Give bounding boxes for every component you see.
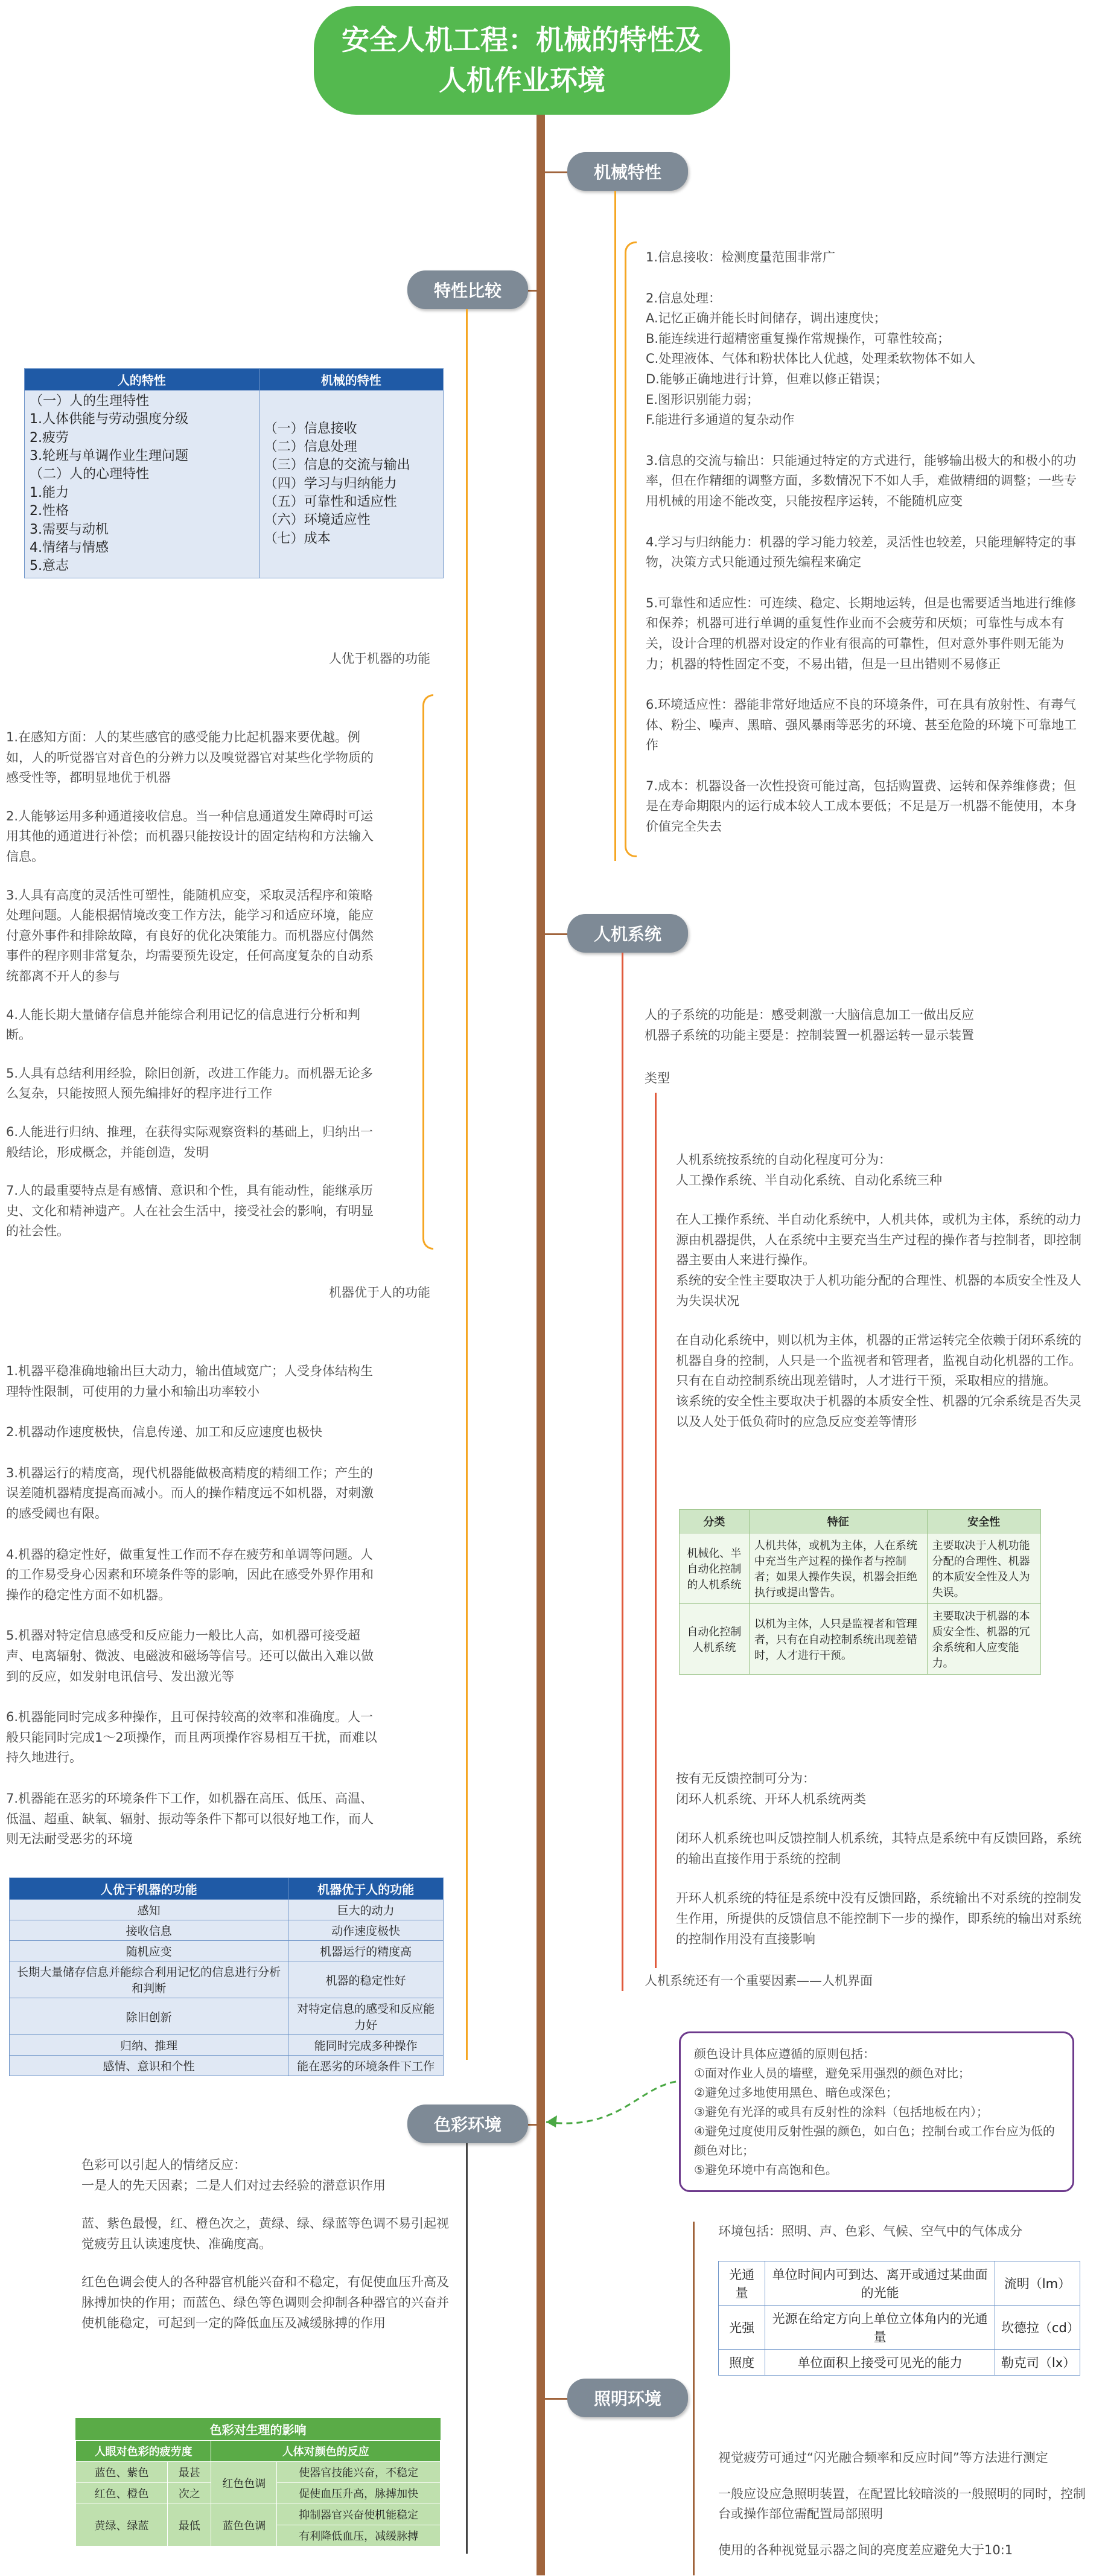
text-paragraph: 2.信息处理： A.记忆正确并能长时间储存，调出速度快； B.能连续进行超精密重复操作常规操作，可靠性较高； C.处理液体、气体和粉状体比人优越，处理柔软物体不如人 D.能够正确地进行计算，但难以修正错误； E.图形识别能力弱； F.能进行多通道的复杂动作 — [646, 290, 976, 427]
text-paragraph: 6.环境适应性：器能非常好地适应不良的环境条件，可在具有放射性、有毒气体、粉尘、噪声、黑暗、强风暴雨等恶劣的环境、甚至危险的环境下可靠地工作 — [646, 697, 1077, 753]
connector — [545, 933, 569, 935]
color-table — [75, 2418, 441, 2546]
compare-left-item: 5.意志 — [30, 558, 69, 574]
machine-better-list — [6, 1361, 380, 1870]
compare-right-item: （三）信息的交流与输出 — [264, 458, 410, 473]
auto-paragraphs — [676, 1150, 1092, 1451]
text-paragraph: 4.学习与归纳能力：机器的学习能力较差，灵活性也较差，只能理解特定的事物，决策方式只能通过预先编程来确定 — [646, 534, 1077, 570]
table-row — [680, 1533, 1041, 1604]
table-cell: 巨大的动力 — [288, 1900, 444, 1920]
text-paragraph: 5.机器对特定信息感受和反应能力一般比人高，如机器可接受超声、电离辐射、微波、电磁波和磁场等信号。还可以做出入难以做到的反应，如发射电讯信号、发出激光等 — [6, 1628, 374, 1684]
compare-right-item: （六）环境适应性 — [264, 513, 371, 528]
class-head: 特征 — [749, 1510, 927, 1533]
compare-right-item: （七）成本 — [264, 531, 331, 546]
compare-left-item: 4.情绪与情感 — [30, 540, 109, 555]
node-jixie[interactable]: 机械特性 — [567, 152, 688, 191]
table-cell: 照度 — [719, 2350, 765, 2376]
table-row — [719, 2350, 1080, 2376]
human-better-list — [6, 727, 380, 1260]
table-cell: 除旧创新 — [10, 1998, 288, 2035]
text-paragraph: 6.人能进行归纳、推理，在获得实际观察资料的基础上，归纳出一般结论，形成概念，并能创造，发明 — [6, 1124, 374, 1160]
text-paragraph: 7.成本：机器设备一次性投资可能过高，包括购置费、运转和保养维修费；但是在寿命期限内的运行成本较人工成本要低；不足是万一机器不能使用，本身价值完全失去 — [646, 778, 1077, 834]
table-row — [719, 2261, 1080, 2306]
text-paragraph: 1.机器平稳准确地输出巨大动力，输出值域宽广；人受身体结构生理特性限制，可使用的力量小和输出功率较小 — [6, 1364, 374, 1399]
table-cell: 长期大量储存信息并能综合利用记忆的信息进行分析和判断 — [10, 1961, 288, 1998]
table-cell: 单位面积上接受可见光的能力 — [765, 2350, 995, 2376]
compare-left-item: （二）人的心理特性 — [30, 467, 150, 482]
color-cell: 最甚 — [168, 2462, 211, 2483]
table-cell: 主要取决于机器的本质安全性、机器的冗余系统和人应变能力。 — [927, 1604, 1040, 1675]
table-cell: 机器的稳定性好 — [288, 1961, 444, 1998]
table-row — [719, 2306, 1080, 2350]
text-paragraph: 4.机器的稳定性好，做重复性工作而不存在疲劳和单调等问题。人的工作易受身心因素和环境条件等的影响，因此在感受外界作用和操作的稳定性方面不如机器。 — [6, 1547, 374, 1602]
node-secai[interactable]: 色彩环境 — [407, 2105, 528, 2143]
page-title: 安全人机工程：机械的特性及人机作业环境 — [314, 6, 730, 115]
table-cell: 对特定信息的感受和反应能力好 — [288, 1998, 444, 2035]
compare-right-item: （一）信息接收 — [264, 421, 357, 436]
table-cell: 坎德拉（cd） — [995, 2306, 1080, 2350]
branch-line — [693, 2222, 695, 2575]
text-paragraph: 使用的各种视觉显示器之间的亮度差应避免大于10:1 — [718, 2542, 1013, 2557]
text-paragraph: 开环人机系统的特征是系统中没有反馈回路，系统输出不对系统的控制发生作用，所提供的反馈信息不能控制下一步的操作，即系统的输出对系统的控制作用没有直接影响 — [676, 1891, 1081, 1946]
text-paragraph: 5.可靠性和适应性：可连续、稳定、长期地运转，但是也需要适当地进行维修和保养；机器可进行单调的重复性作业而不会疲劳和厌烦；可靠性与成本有关，设计合理的机器对设定的作业有很高的可靠性，但对意外事件则无能为力；机器的特性固定不变，不易出错，但是一旦出错则不易修正 — [646, 595, 1077, 671]
table-cell: 单位时间内可到达、离开或通过某曲面的光能 — [765, 2261, 995, 2306]
text-paragraph: 3.人具有高度的灵活性可塑性，能随机应变，采取灵活程序和策略处理问题。人能根据情境改变工作方法，能学习和适应环境，能应付意外事件和排除故障，有良好的优化决策能力。而机器应付偶然事件的程序则非常复杂，均需要预先设定，任何高度复杂的自动系统都离不开人的参与 — [6, 887, 374, 983]
color-table-title: 色彩对生理的影响 — [75, 2418, 441, 2440]
type-label: 类型 — [645, 1071, 670, 1085]
class-head: 安全性 — [927, 1510, 1040, 1533]
color-cell: 抑制器官兴奋使机能稳定 — [277, 2504, 441, 2525]
table-cell: 主要取决于人机功能分配的合理性、机器的本质安全性及人为失误。 — [927, 1533, 1040, 1604]
color-paragraphs — [81, 2155, 456, 2351]
table-row — [10, 1920, 444, 1941]
color-head-fatigue: 人眼对色彩的疲劳度 — [76, 2441, 211, 2462]
table-cell: 机器运行的精度高 — [288, 1941, 444, 1961]
color-head-reaction: 人体对颜色的反应 — [211, 2441, 441, 2462]
color-cell: 使器官技能兴奋，不稳定 — [277, 2462, 441, 2483]
compare-right-item: （四）学习与归纳能力 — [264, 476, 397, 491]
compare-right-item: （二）信息处理 — [264, 439, 357, 455]
color-cell: 促使血压升高，脉搏加快 — [277, 2483, 441, 2504]
table-row — [10, 1998, 444, 2035]
func-head-human: 人优于机器的功能 — [10, 1878, 288, 1900]
node-bijiao[interactable]: 特性比较 — [407, 270, 528, 309]
machine-props-list — [646, 248, 1080, 858]
renji-intro: 人的子系统的功能是：感受刺激一大脑信息加工一做出反应 机器子系统的功能主要是：控制装置一机器运转一显示装置 — [645, 1008, 974, 1043]
color-cell: 红色色调 — [211, 2462, 277, 2504]
table-row — [10, 1900, 444, 1920]
connector — [545, 171, 569, 173]
text-paragraph: 按有无反馈控制可分为： 闭环人机系统、开环人机系统两类 — [676, 1771, 866, 1806]
table-row — [10, 2056, 444, 2076]
feedback-paragraphs — [676, 1769, 1092, 1969]
table-cell: 能在恶劣的环境条件下工作 — [288, 2056, 444, 2076]
table-cell: 人机共体，或机为主体，人在系统中充当生产过程的操作者与控制者；如果人操作失误，机器会拒绝执行或提出警告。 — [749, 1533, 927, 1604]
bracket — [625, 241, 637, 857]
color-cell: 有利降低血压，减缓脉搏 — [277, 2525, 441, 2546]
text-paragraph: 蓝、紫色最慢，红、橙色次之，黄绿、绿、绿蓝等色调不易引起视觉疲劳且认读速度快、准确度高。 — [81, 2216, 449, 2251]
interface-line: 人机系统还有一个重要因素——人机界面 — [645, 1974, 873, 1988]
text-paragraph: 色彩可以引起人的情绪反应： 一是人的先天因素；二是人们对过去经验的潜意识作用 — [81, 2158, 386, 2193]
dashed-arrow — [528, 2077, 685, 2149]
text-paragraph: 2.人能够运用多种通道接收信息。当一种信息通道发生障碍时可运用其他的通道进行补偿；而机器只能按设计的固定结构和方法输入信息。 — [6, 808, 374, 864]
connector — [545, 2398, 569, 2400]
compare-head-human: 人的特性 — [25, 369, 260, 391]
text-paragraph: 一般应设应急照明装置，在配置比较暗淡的一般照明的同时，控制台或操作部位需配置局部照明 — [718, 2486, 1086, 2522]
compare-right-item: （五）可靠性和适应性 — [264, 494, 397, 510]
table-row — [680, 1604, 1041, 1675]
compare-table — [24, 368, 444, 578]
table-cell: 感情、意识和个性 — [10, 2056, 288, 2076]
table-cell: 自动化控制人机系统 — [680, 1604, 750, 1675]
compare-left-item: 3.需要与动机 — [30, 522, 109, 537]
branch-line — [466, 309, 468, 2060]
text-paragraph: 4.人能长期大量储存信息并能综合利用记忆的信息进行分析和判断。 — [6, 1007, 361, 1043]
bracket — [422, 694, 433, 1250]
table-row — [10, 1961, 444, 1998]
color-principles-box: 颜色设计具体应遵循的原则包括： ①面对作业人员的墙壁，避免采用强烈的颜色对比； ②避免过多地使用黑色、暗色或深色； ③避免有光泽的或具有反射性的涂料（包括地板在内）； ④避免过度使用反射性强的颜色，如白色；控制台或工作台应为低的颜色对比； ⑤避免环境中有高饱和色。 — [679, 2031, 1074, 2192]
color-cell: 蓝色、紫色 — [76, 2462, 168, 2483]
text-paragraph: 1.在感知方面：人的某些感官的感受能力比起机器来要优越。例如，人的听觉器官对音色的分辨力以及嗅觉器官对某些化学物质的感受性等，都明显地优于机器 — [6, 730, 374, 785]
text-paragraph: 7.人的最重要特点是有感情、意识和个性，具有能动性，能继承历史、文化和精神遗产。人在社会生活中，接受社会的影响，有明显的社会性。 — [6, 1183, 374, 1239]
text-paragraph: 闭环人机系统也叫反馈控制人机系统，其特点是系统中有反馈回路，系统的输出直接作用于系统的控制 — [676, 1831, 1081, 1866]
human-better-label: 人优于机器的功能 — [329, 651, 430, 666]
branch-line — [655, 1093, 657, 1968]
text-paragraph: 3.机器运行的精度高，现代机器能做极高精度的精细工作；产生的误差随机器精度提高而减小。而人的操作精度远不如机器，对刺激的感受阈也有限。 — [6, 1465, 374, 1521]
table-cell: 机械化、半自动化控制的人机系统 — [680, 1533, 750, 1604]
table-cell: 光通量 — [719, 2261, 765, 2306]
class-head: 分类 — [680, 1510, 750, 1533]
compare-left-item: 2.性格 — [30, 503, 69, 519]
main-trunk — [537, 112, 545, 2575]
text-paragraph: 1.信息接收：检测度量范围非常广 — [646, 250, 836, 264]
table-cell: 感知 — [10, 1900, 288, 1920]
table-cell: 能同时完成多种操作 — [288, 2035, 444, 2056]
compare-head-machine: 机械的特性 — [259, 369, 443, 391]
text-paragraph: 6.机器能同时完成多种操作，且可保持较高的效率和准确度。人一般只能同时完成1～2项操作，而且两项操作容易相互干扰，而难以持久地进行。 — [6, 1710, 377, 1765]
table-cell: 光强 — [719, 2306, 765, 2350]
text-paragraph: 5.人具有总结利用经验，除旧创新，改进工作能力。而机器无论多么复杂，只能按照人预先编排好的程序进行工作 — [6, 1066, 374, 1101]
class-table — [679, 1509, 1041, 1675]
table-cell: 光源在给定方向上单位立体角内的光通量 — [765, 2306, 995, 2350]
table-row — [10, 2035, 444, 2056]
text-paragraph: 3.信息的交流与输出：只能通过特定的方式进行，能够输出极大的和极小的功率，但在作精细的调整方面，多数情况下不如人手，难做精细的调整；一些专用机械的用途不能改变，只能按程序运转，不能随机应变 — [646, 453, 1077, 508]
color-cell: 黄绿、绿蓝 — [76, 2504, 168, 2546]
color-cell: 最低 — [168, 2504, 211, 2546]
text-paragraph: 视觉疲劳可通过“闪光融合频率和反应时间”等方法进行测定 — [718, 2450, 1048, 2465]
table-cell: 以机为主体，人只是监视者和管理者，只有在自动控制系统出现差错时，人才进行干预。 — [749, 1604, 927, 1675]
color-cell: 次之 — [168, 2483, 211, 2504]
table-cell: 流明（lm） — [995, 2261, 1080, 2306]
function-table — [9, 1878, 444, 2076]
machine-better-label: 机器优于人的功能 — [329, 1285, 430, 1300]
table-cell: 勒克司（lx） — [995, 2350, 1080, 2376]
compare-left-item: 1.能力 — [30, 485, 69, 500]
text-paragraph: 在人工操作系统、半自动化系统中，人机共体，或机为主体，系统的动力源由机器提供，人在系统中主要充当生产过程的操作者与控制者，即控制器主要由人来进行操作。 系统的安全性主要取决于人机功能分配的合理性、机器的本质安全性及人为失误状况 — [676, 1212, 1081, 1308]
color-cell: 蓝色色调 — [211, 2504, 277, 2546]
text-paragraph: 在自动化系统中，则以机为主体，机器的正常运转完全依赖于闭环系统的机器自身的控制，人只是一个监视者和管理者，监视自动化机器的工作。只有在自动控制系统出现差错时，人才进行干预，采取相应的措施。 该系统的安全性主要取决于机器的本质安全性、机器的冗余系统是否失灵以及人处于低负荷时的应急反应变差等情形 — [676, 1333, 1081, 1429]
node-renji[interactable]: 人机系统 — [567, 914, 688, 953]
light-env: 环境包括：照明、声、色彩、气候、空气中的气体成分 — [718, 2224, 1022, 2239]
compare-left-item: （一）人的生理特性 — [30, 394, 150, 409]
table-cell: 动作速度极快 — [288, 1920, 444, 1941]
table-cell: 接收信息 — [10, 1920, 288, 1941]
light-table — [718, 2261, 1080, 2376]
text-paragraph: 7.机器能在恶劣的环境条件下工作，如机器在高压、低压、高温、低温、超重、缺氧、辐射、振动等条件下都可以很好地工作，而人则无法耐受恶劣的环境 — [6, 1791, 374, 1847]
branch-line — [614, 191, 616, 861]
branch-line — [466, 2143, 468, 2554]
table-row — [10, 1941, 444, 1961]
branch-line — [622, 953, 623, 1991]
compare-left-item: 2.疲劳 — [30, 430, 69, 446]
table-cell: 随机应变 — [10, 1941, 288, 1961]
func-head-machine: 机器优于人的功能 — [288, 1878, 444, 1900]
compare-left-item: 3.轮班与单调作业生理问题 — [30, 449, 188, 464]
text-paragraph: 人机系统按系统的自动化程度可分为： 人工操作系统、半自动化系统、自动化系统三种 — [676, 1152, 942, 1187]
text-paragraph: 2.机器动作速度极快，信息传递、加工和反应速度也极快 — [6, 1425, 323, 1440]
node-zhaoming[interactable]: 照明环境 — [567, 2379, 688, 2417]
table-cell: 归纳、推理 — [10, 2035, 288, 2056]
compare-left-item: 1.人体供能与劳动强度分级 — [30, 412, 188, 427]
light-paragraphs — [718, 2448, 1095, 2576]
color-cell: 红色、橙色 — [76, 2483, 168, 2504]
text-paragraph: 红色色调会使人的各种器官机能兴奋和不稳定，有促使血压升高及脉搏加快的作用；而蓝色、绿色等色调则会抑制各种器官的兴奋并使机能稳定，可起到一定的降低血压及减缓脉搏的作用 — [81, 2275, 449, 2330]
